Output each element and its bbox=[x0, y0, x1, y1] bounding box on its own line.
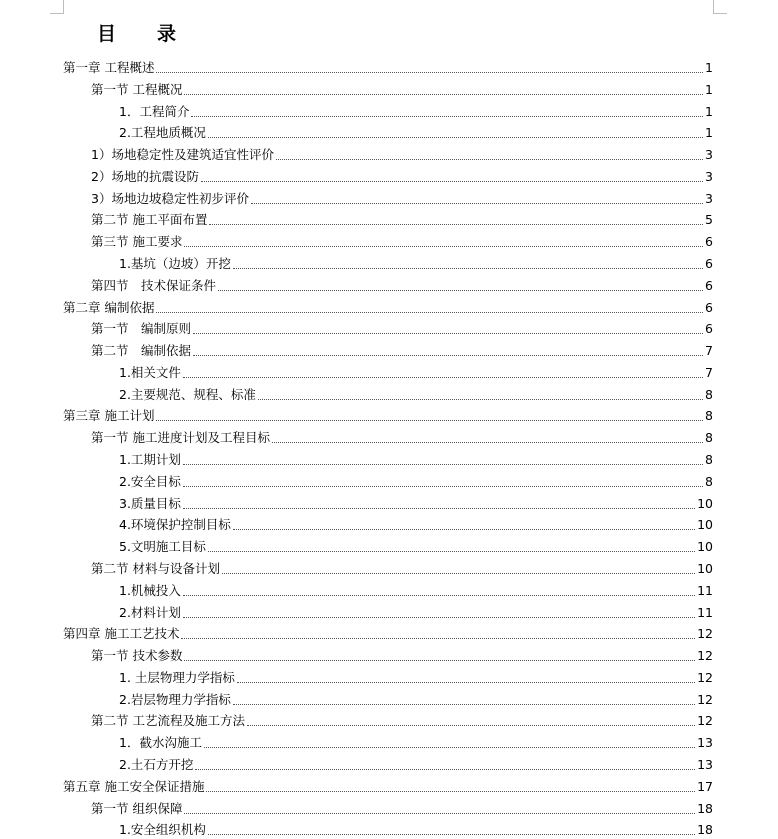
toc-entry-label: 1.安全组织机构 bbox=[119, 822, 206, 838]
toc-dot-leader bbox=[218, 289, 703, 291]
toc-entry-label: 2.岩层物理力学指标 bbox=[119, 691, 231, 707]
toc-entry-label: 第二节 工艺流程及施工方法 bbox=[91, 713, 245, 729]
toc-entry-page-number: 6 bbox=[705, 234, 713, 250]
toc-dot-leader bbox=[233, 703, 695, 705]
toc-entry[interactable] bbox=[63, 59, 713, 77]
toc-entry-label: 1．截水沟施工 bbox=[119, 735, 202, 751]
toc-dot-leader bbox=[184, 245, 703, 247]
toc-entry[interactable] bbox=[119, 821, 713, 839]
toc-dot-leader bbox=[193, 332, 703, 334]
toc-entry[interactable] bbox=[119, 538, 713, 556]
toc-entry[interactable] bbox=[119, 255, 713, 273]
toc-entry-page-number: 10 bbox=[697, 517, 713, 533]
toc-dot-leader bbox=[183, 507, 695, 509]
toc-entry-page-number: 8 bbox=[705, 430, 713, 446]
toc-entry-page-number: 6 bbox=[705, 299, 713, 315]
toc-entry[interactable] bbox=[119, 124, 713, 142]
toc-entry-page-number: 18 bbox=[697, 822, 713, 838]
toc-entry-label: 第一节 工程概况 bbox=[91, 81, 183, 97]
toc-entry[interactable] bbox=[119, 386, 713, 404]
toc-entry-page-number: 13 bbox=[697, 756, 713, 772]
toc-dot-leader bbox=[183, 463, 703, 465]
toc-entry-label: 第一节 编制原则 bbox=[91, 321, 192, 337]
toc-entry[interactable] bbox=[91, 712, 713, 730]
toc-entry-page-number: 3 bbox=[705, 147, 713, 163]
toc-entry-page-number: 1 bbox=[705, 60, 713, 75]
toc-dot-leader bbox=[181, 637, 695, 639]
toc-entry[interactable] bbox=[63, 778, 713, 796]
toc-entry-label: 第二节 编制依据 bbox=[91, 343, 192, 359]
toc-entry-label: 第一节 技术参数 bbox=[91, 648, 183, 664]
toc-entry-page-number: 1 bbox=[705, 81, 713, 97]
toc-entry-page-number: 8 bbox=[705, 473, 713, 489]
toc-dot-leader bbox=[233, 267, 703, 269]
toc-entry-page-number: 1 bbox=[705, 125, 713, 141]
toc-entry-label: 1）场地稳定性及建筑适宜性评价 bbox=[91, 147, 274, 163]
toc-entry-label: 5.文明施工目标 bbox=[119, 539, 206, 555]
toc-dot-leader bbox=[272, 441, 703, 443]
toc-entry-page-number: 12 bbox=[697, 648, 713, 664]
toc-entry-label: 3.质量目标 bbox=[119, 495, 181, 511]
toc-entry-page-number: 13 bbox=[697, 735, 713, 751]
toc-entry[interactable] bbox=[91, 190, 713, 208]
toc-entry[interactable] bbox=[91, 277, 713, 295]
toc-entry[interactable] bbox=[119, 516, 713, 534]
toc-entry-label: 3）场地边坡稳定性初步评价 bbox=[91, 190, 249, 206]
toc-entry-label: 2.主要规范、规程、标准 bbox=[119, 386, 256, 402]
toc-entry-label: 第三章 施工计划 bbox=[63, 408, 155, 424]
toc-dot-leader bbox=[184, 93, 703, 95]
toc-entry[interactable] bbox=[63, 407, 713, 425]
toc-entry[interactable] bbox=[119, 604, 713, 622]
toc-entry-label: 1.相关文件 bbox=[119, 364, 181, 380]
toc-entry-page-number: 7 bbox=[705, 343, 713, 359]
toc-entry-label: 2.工程地质概况 bbox=[119, 125, 206, 141]
toc-dot-leader bbox=[222, 572, 695, 574]
toc-entry-page-number: 1 bbox=[705, 103, 713, 119]
toc-entry-label: 第一章 工程概述 bbox=[63, 60, 155, 75]
toc-entry-label: 第一节 施工进度计划及工程目标 bbox=[91, 430, 270, 446]
toc-entry[interactable] bbox=[63, 299, 713, 317]
toc-entry-page-number: 11 bbox=[697, 604, 713, 620]
toc-dot-leader bbox=[193, 354, 703, 356]
toc-entry[interactable] bbox=[119, 669, 713, 687]
toc-entry[interactable] bbox=[91, 168, 713, 186]
toc-dot-leader bbox=[276, 158, 703, 160]
toc-dot-leader bbox=[237, 681, 695, 683]
toc-entry-label: 2.土石方开挖 bbox=[119, 756, 194, 772]
toc-entry[interactable] bbox=[63, 625, 713, 643]
toc-entry[interactable] bbox=[91, 647, 713, 665]
toc-entry-page-number: 6 bbox=[705, 321, 713, 337]
toc-entry[interactable] bbox=[91, 320, 713, 338]
toc-title: 目 录 bbox=[97, 23, 178, 45]
toc-entry-page-number: 17 bbox=[697, 778, 713, 794]
toc-dot-leader bbox=[208, 833, 695, 835]
toc-entry-label: 1.基坑（边坡）开挖 bbox=[119, 256, 231, 272]
toc-entry-page-number: 18 bbox=[697, 800, 713, 816]
toc-entry-page-number: 8 bbox=[705, 386, 713, 402]
toc-entry-page-number: 5 bbox=[705, 212, 713, 228]
toc-entry-page-number: 3 bbox=[705, 190, 713, 206]
toc-entry-page-number: 10 bbox=[697, 539, 713, 555]
toc-dot-leader bbox=[191, 115, 703, 117]
toc-entry[interactable] bbox=[119, 691, 713, 709]
toc-entry-label: 第四章 施工工艺技术 bbox=[63, 626, 180, 642]
toc-dot-leader bbox=[183, 594, 695, 596]
toc-dot-leader bbox=[208, 550, 695, 552]
toc-entry[interactable] bbox=[119, 451, 713, 469]
toc-entry-label: 第二章 编制依据 bbox=[63, 299, 155, 315]
toc-entry-label: 第五章 施工安全保证措施 bbox=[63, 778, 205, 794]
toc-entry[interactable] bbox=[119, 495, 713, 513]
toc-entry-label: 第四节 技术保证条件 bbox=[91, 277, 217, 293]
toc-entry-page-number: 7 bbox=[705, 364, 713, 380]
toc-entry-label: 1.工期计划 bbox=[119, 452, 181, 468]
toc-entry-label: 第一节 组织保障 bbox=[91, 800, 183, 816]
toc-dot-leader bbox=[206, 790, 695, 792]
toc-entry[interactable] bbox=[91, 429, 713, 447]
toc-dot-leader bbox=[209, 223, 703, 225]
toc-dot-leader bbox=[233, 528, 695, 530]
toc-dot-leader bbox=[184, 659, 695, 661]
toc-dot-leader bbox=[156, 71, 703, 73]
toc-entry-page-number: 3 bbox=[705, 168, 713, 184]
toc-entry[interactable] bbox=[91, 560, 713, 578]
top-right-corner-mark bbox=[713, 0, 727, 14]
toc-dot-leader bbox=[247, 724, 695, 726]
toc-dot-leader bbox=[251, 202, 703, 204]
toc-entry[interactable] bbox=[119, 756, 713, 774]
toc-entry-label: 第二节 施工平面布置 bbox=[91, 212, 208, 228]
toc-entry-page-number: 10 bbox=[697, 560, 713, 576]
toc-entry[interactable] bbox=[119, 103, 713, 121]
toc-entry-page-number: 12 bbox=[697, 626, 713, 642]
toc-entry-label: 1.机械投入 bbox=[119, 582, 181, 598]
toc-entry-label: 第二节 材料与设备计划 bbox=[91, 560, 220, 576]
toc-entry[interactable] bbox=[91, 146, 713, 164]
toc-dot-leader bbox=[208, 136, 703, 138]
toc-entry-page-number: 8 bbox=[705, 452, 713, 468]
toc-entry-page-number: 8 bbox=[705, 408, 713, 424]
toc-entry-page-number: 10 bbox=[697, 495, 713, 511]
toc-entry-page-number: 6 bbox=[705, 277, 713, 293]
toc-dot-leader bbox=[201, 180, 703, 182]
toc-entry[interactable] bbox=[91, 81, 713, 99]
toc-entry-page-number: 12 bbox=[697, 691, 713, 707]
toc-entry-page-number: 12 bbox=[697, 669, 713, 685]
toc-dot-leader bbox=[184, 812, 695, 814]
toc-entry[interactable] bbox=[91, 342, 713, 360]
toc-dot-leader bbox=[156, 419, 703, 421]
toc-entry-page-number: 6 bbox=[705, 256, 713, 272]
toc-entry[interactable] bbox=[119, 582, 713, 600]
toc-entry-label: 4.环境保护控制目标 bbox=[119, 517, 231, 533]
toc-entry[interactable] bbox=[91, 800, 713, 818]
toc-dot-leader bbox=[183, 616, 695, 618]
toc-dot-leader bbox=[195, 768, 695, 770]
toc-entry-page-number: 12 bbox=[697, 713, 713, 729]
toc-entry-label: 第三节 施工要求 bbox=[91, 234, 183, 250]
toc-entry[interactable] bbox=[119, 364, 713, 382]
toc-entry-label: 2.安全目标 bbox=[119, 473, 181, 489]
toc-entry-label: 1. 土层物理力学指标 bbox=[119, 669, 235, 685]
toc-entry[interactable] bbox=[91, 233, 713, 251]
toc-dot-leader bbox=[183, 485, 703, 487]
top-left-corner-mark bbox=[50, 0, 64, 14]
toc-dot-leader bbox=[258, 398, 703, 400]
toc-entry-page-number: 11 bbox=[697, 582, 713, 598]
toc-dot-leader bbox=[204, 746, 695, 748]
toc-entry-label: 1．工程简介 bbox=[119, 103, 190, 119]
toc-dot-leader bbox=[156, 311, 703, 313]
toc-entry[interactable] bbox=[119, 734, 713, 752]
toc-entry[interactable] bbox=[91, 211, 713, 229]
toc-entry-label: 2.材料计划 bbox=[119, 604, 181, 620]
toc-dot-leader bbox=[183, 376, 703, 378]
toc-entry[interactable] bbox=[119, 473, 713, 491]
toc-entry-label: 2）场地的抗震设防 bbox=[91, 168, 199, 184]
